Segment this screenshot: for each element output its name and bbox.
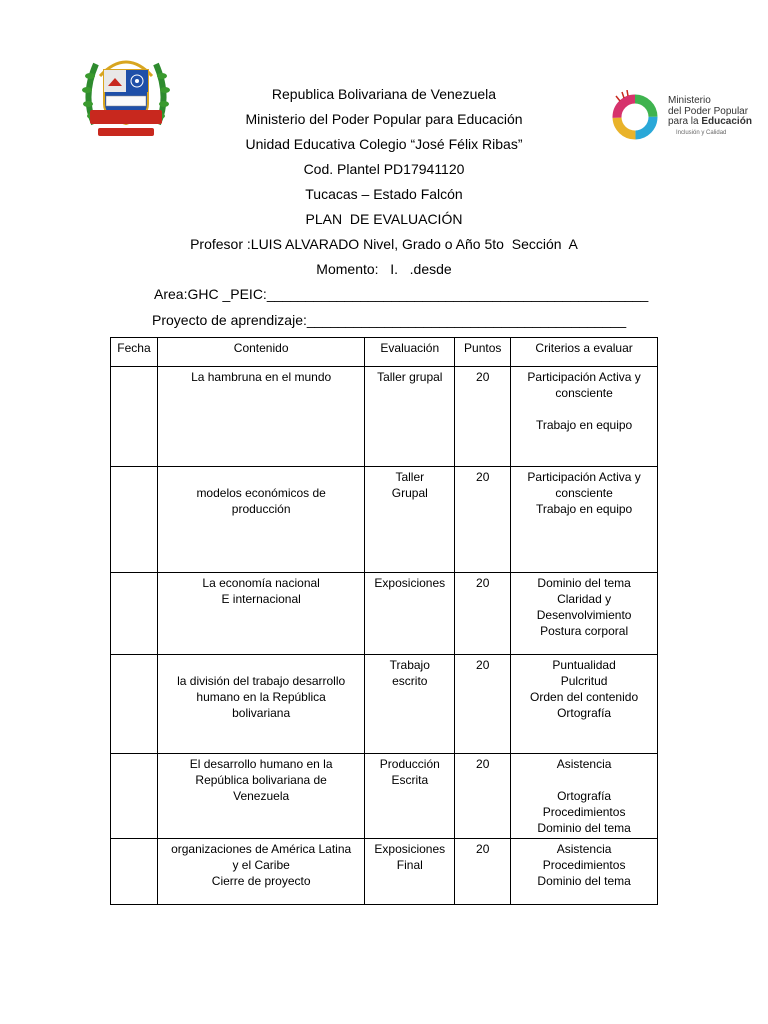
cell-fecha: [111, 655, 158, 754]
header-location: Tucacas – Estado Falcón: [305, 186, 463, 202]
cell-text-line: República bolivariana de: [195, 773, 327, 787]
cell-text-line: Dominio del tema: [537, 576, 631, 590]
ministry-line3-bold: Educación: [701, 116, 752, 127]
cell-text-line: la división del trabajo desarrollo: [177, 674, 346, 688]
cell-text-line: La hambruna en el mundo: [191, 370, 332, 384]
cell-evaluacion: [365, 573, 455, 655]
table-row: [111, 655, 658, 754]
ministry-tagline: Inclusión y Calidad: [676, 130, 727, 136]
cell-text-line: Dominio del tema: [537, 874, 631, 888]
cell-text-line: El desarrollo humano en la: [189, 757, 333, 771]
cell-evaluacion: [365, 655, 455, 754]
cell-evaluacion: [365, 754, 455, 839]
cell-text-line: Claridad y: [557, 592, 612, 606]
cell-puntos: 20: [455, 655, 511, 754]
cell-text-line: consciente: [555, 386, 613, 400]
header-republic: Republica Bolivariana de Venezuela: [271, 86, 497, 102]
cell-text-line: Postura corporal: [540, 624, 629, 638]
cell-text-line: [161, 469, 361, 485]
document-header: [0, 84, 768, 284]
cell-text-line: Taller grupal: [377, 370, 443, 384]
cell-text-line: [161, 657, 361, 673]
cell-text-line: Dominio del tema: [537, 821, 631, 835]
cell-criterios: [511, 754, 658, 839]
cell-text-line: Final: [396, 858, 423, 872]
cell-contenido: [157, 367, 364, 467]
table-row: [111, 839, 658, 905]
cell-text-line: Participación Activa y: [527, 370, 641, 384]
cell-text-line: Escrita: [391, 773, 429, 787]
cell-text-line: Exposiciones: [374, 842, 446, 856]
ministry-line2: del Poder Popular: [668, 105, 749, 117]
table-row: [111, 467, 658, 573]
header-momento: Momento: I. .desde: [316, 261, 452, 277]
cell-text-line: y el Caribe: [232, 858, 290, 872]
cell-text-line: bolivariana: [232, 706, 291, 720]
table-row: [111, 573, 658, 655]
cell-text-line: Trabajo en equipo: [535, 418, 633, 432]
ministry-line1: Ministerio: [668, 95, 711, 106]
cell-puntos: 20: [455, 367, 511, 467]
cell-criterios: [511, 839, 658, 905]
table-header-row: [111, 338, 658, 367]
cell-text-line: Ortografía: [557, 789, 612, 803]
cell-fecha: [111, 367, 158, 467]
cell-fecha: [111, 754, 158, 839]
cell-criterios: [511, 367, 658, 467]
cell-contenido: [157, 655, 364, 754]
cell-text-line: Grupal: [391, 486, 428, 500]
cell-fecha: [111, 839, 158, 905]
col-header-criterios: Criterios a evaluar: [511, 338, 658, 367]
cell-text-line: consciente: [555, 486, 613, 500]
cell-criterios: [511, 573, 658, 655]
cell-text-line: Orden del contenido: [530, 690, 639, 704]
cell-text-line: Asistencia: [556, 757, 612, 771]
proyecto-field: Proyecto de aprendizaje:_________________________________________: [152, 312, 627, 328]
cell-text-line: humano en la República: [196, 690, 326, 704]
cell-puntos: 20: [455, 573, 511, 655]
cell-puntos: 20: [455, 467, 511, 573]
cell-text-line: escrito: [392, 674, 428, 688]
cell-text-line: producción: [231, 502, 291, 516]
cell-puntos: 20: [455, 754, 511, 839]
cell-contenido: [157, 467, 364, 573]
table-row: [111, 367, 658, 467]
cell-criterios: [511, 467, 658, 573]
header-ministry: Ministerio del Poder Popular para Educación: [245, 111, 523, 127]
header-school: Unidad Educativa Colegio “José Félix Ribas”: [245, 136, 523, 152]
cell-text-line: Trabajo en equipo: [535, 502, 633, 516]
cell-text-line: Procedimientos: [542, 805, 626, 819]
cell-text-line: Desenvolvimiento: [536, 608, 632, 622]
col-header-puntos: Puntos: [455, 338, 511, 367]
col-header-fecha: Fecha: [111, 338, 158, 367]
cell-evaluacion: [365, 467, 455, 573]
cell-text-line: La economía nacional: [202, 576, 320, 590]
ministry-line3: para la: [668, 116, 699, 127]
col-header-contenido: Contenido: [157, 338, 364, 367]
cell-text-line: Taller: [395, 470, 425, 484]
cell-text-line: Exposiciones: [374, 576, 446, 590]
cell-text-line: [514, 401, 654, 417]
cell-text-line: [514, 772, 654, 788]
cell-puntos: 20: [455, 839, 511, 905]
cell-fecha: [111, 573, 158, 655]
cell-text-line: Venezuela: [233, 789, 290, 803]
cell-text-line: Participación Activa y: [527, 470, 641, 484]
table-row: [111, 754, 658, 839]
cell-contenido: [157, 754, 364, 839]
cell-text-line: Procedimientos: [542, 858, 626, 872]
header-teacher: Profesor :LUIS ALVARADO Nivel, Grado o Año 5to Sección A: [190, 236, 578, 252]
cell-text-line: Puntualidad: [552, 658, 616, 672]
cell-text-line: Ortografía: [557, 706, 612, 720]
cell-evaluacion: [365, 367, 455, 467]
cell-text-line: modelos económicos de: [196, 486, 326, 500]
area-field: Area:GHC _PEIC:_________________________________________________: [154, 286, 649, 302]
cell-text-line: organizaciones de América Latina: [171, 842, 352, 856]
cell-text-line: Cierre de proyecto: [211, 874, 311, 888]
cell-text-line: Asistencia: [556, 842, 612, 856]
cell-fecha: [111, 467, 158, 573]
cell-text-line: Pulcritud: [560, 674, 608, 688]
cell-evaluacion: [365, 839, 455, 905]
cell-contenido: [157, 839, 364, 905]
cell-criterios: [511, 655, 658, 754]
evaluation-table: [110, 337, 658, 905]
header-plan-title: PLAN DE EVALUACIÓN: [305, 211, 463, 227]
cell-text-line: E internacional: [221, 592, 301, 606]
header-code: Cod. Plantel PD17941120: [303, 161, 465, 177]
cell-text-line: Trabajo: [389, 658, 430, 672]
cell-contenido: [157, 573, 364, 655]
col-header-evaluacion: Evaluación: [365, 338, 455, 367]
cell-text-line: Producción: [379, 757, 440, 771]
